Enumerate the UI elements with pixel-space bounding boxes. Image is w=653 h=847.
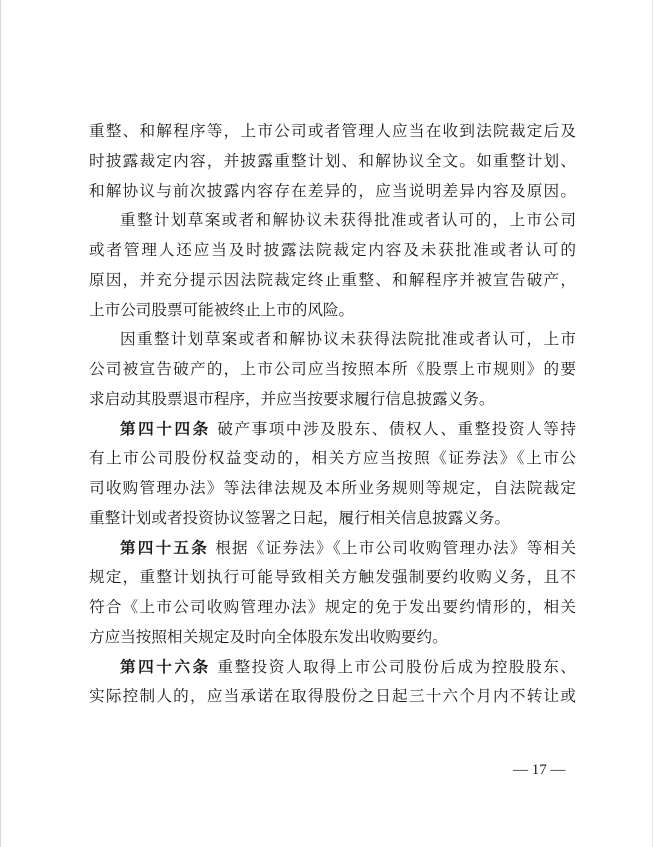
text-line: 求启动其股票退市程序，并应当按要求履行信息披露义务。 [89,389,495,408]
article-text: 重整投资人取得上市公司股份后成为控股股东、 [217,657,576,676]
text-line: 方应当按照相关规定及时向全体股东发出收购要约。 [89,627,448,646]
text-line: 时披露裁定内容，并披露重整计划、和解协议全文。如重整计划、 [89,151,576,170]
text-line: 重整、和解程序等，上市公司或者管理人应当在收到法院裁定后及 [89,122,576,140]
text-line: 上市公司股票可能被终止上市的风险。 [89,300,355,319]
page-number: — 17 — [513,762,566,778]
article-number: 第四十五条 [120,538,210,557]
text-line: 规定，重整计划执行可能导致相关方触发强制要约收购义务，且不 [89,568,576,587]
text-line: 和解协议与前次披露内容存在差异的，应当说明差异内容及原因。 [89,181,576,200]
text-line: 有上市公司股份权益变动的，相关方应当按照《证券法》《上市公 [89,449,576,468]
text-line: 符合《上市公司收购管理办法》规定的免于发出要约情形的，相关 [89,598,576,616]
article-number: 第四十四条 [120,419,211,438]
text-line: 因重整计划草案或者和解协议未获得法院批准或者认可，上市 [120,330,576,349]
document-body [89,117,576,712]
article-line [89,653,576,683]
text-line: 实际控制人的，应当承诺在取得股份之日起三十六个月内不转让或 [89,687,576,706]
text-line: 重整计划草案或者和解协议未获得批准或者认可的，上市公司 [120,211,576,230]
text-line: 公司被宣告破产的，上市公司应当按照本所《股票上市规则》的要 [89,360,576,378]
article-number: 第四十六条 [120,657,211,676]
article-line [89,534,576,564]
text-line: 司收购管理办法》等法律法规及本所业务规则等规定，自法院裁定 [89,479,576,497]
text-line: 或者管理人还应当及时披露法院裁定内容及未获批准或者认可的 [89,241,576,259]
article-text: 破产事项中涉及股东、债权人、重整投资人等持 [217,419,576,438]
article-text: 根据《证券法》《上市公司收购管理办法》等相关 [215,538,576,557]
text-line: 重整计划或者投资协议签署之日起，履行相关信息披露义务。 [89,508,511,527]
article-line [89,415,576,445]
text-line: 原因，并充分提示因法院裁定终止重整、和解程序并被宣告破产， [89,270,576,289]
